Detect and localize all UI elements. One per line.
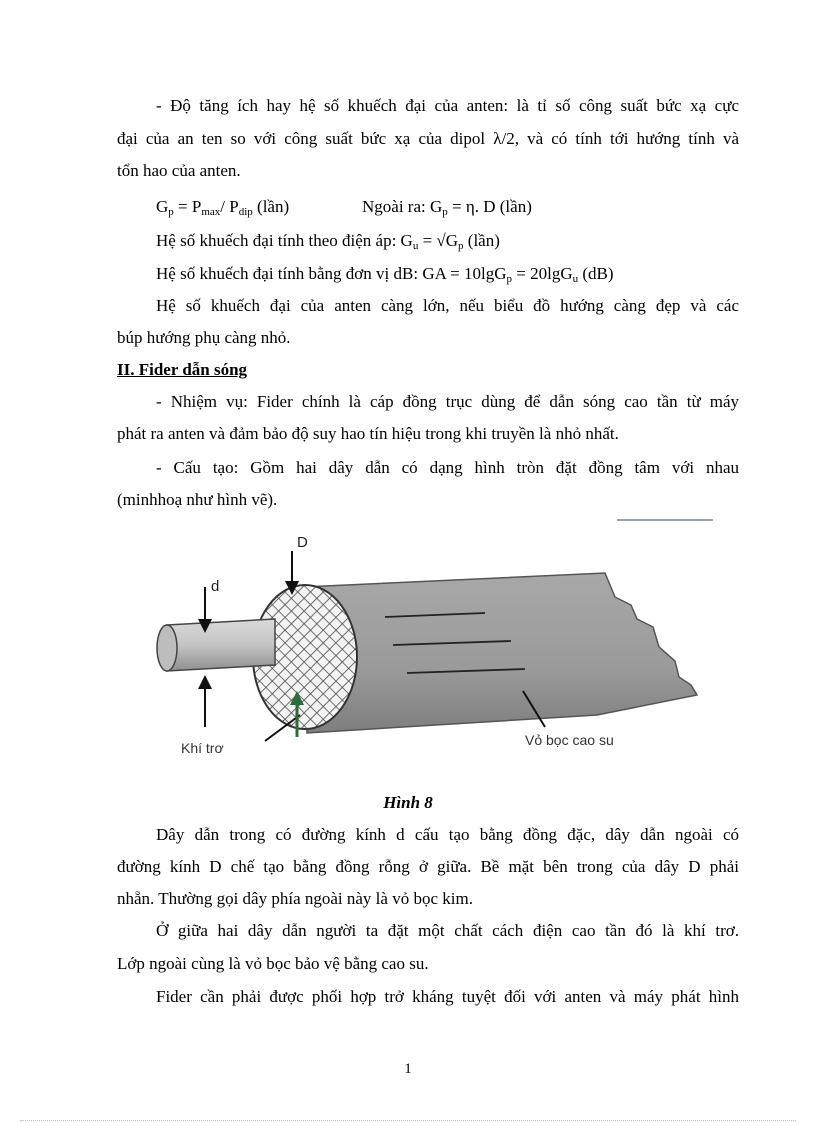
- page-border: [20, 1120, 796, 1121]
- ga-sub-p: p: [506, 273, 513, 285]
- gp-sub-p: p: [168, 206, 174, 218]
- gu-mid: = √G: [418, 231, 459, 250]
- gu-unit: (lần): [463, 231, 500, 250]
- coaxial-cable-drawing: [145, 515, 715, 775]
- para1-line2: đại của an ten so với công suất bức xạ của dipol λ/2, và có tính tới hướng tính và: [117, 129, 739, 148]
- para3-line3: nhẵn. Thường gọi dây phía ngoài này là vỏ bọc kim.: [117, 889, 473, 908]
- para5-line1: Fider cần phải được phối hợp trở kháng tuyệt đối với anten và máy phát hình: [156, 987, 739, 1006]
- label-gas: Khí trơ: [181, 740, 224, 756]
- gp-sub-dip: dip: [238, 206, 253, 218]
- gp2-rest: = η. D (lần): [447, 197, 532, 216]
- formula-gp2: [362, 196, 662, 218]
- gu-prefix: Hệ số khuếch đại tính theo điện áp: G: [156, 231, 413, 250]
- inner-conductor: [167, 619, 275, 671]
- structure-line2: (minhhoạ như hình vẽ).: [117, 490, 278, 509]
- gu-sub-p: p: [458, 240, 464, 252]
- para3-line1: Dây dẫn trong có đường kính d cấu tạo bằng đồng đặc, dây dẫn ngoài có: [156, 825, 739, 844]
- para2-line2: búp hướng phụ càng nhỏ.: [117, 328, 291, 347]
- formula-ga: [156, 263, 739, 285]
- ga-unit: (dB): [578, 264, 614, 283]
- para4-line1: Ở giữa hai dây dẫn người ta đặt một chất cách điện cao tần đó là khí trơ.: [156, 921, 739, 940]
- para2-line1: Hệ số khuếch đại của anten càng lớn, nếu biểu đồ hướng càng đẹp và các: [156, 296, 739, 315]
- ga-mid: = 20lgG: [512, 264, 573, 283]
- gu-sub-u: u: [412, 240, 419, 252]
- para3-line2: đường kính D chế tạo bằng đồng rỗng ở giữa. Bề mặt bên trong của dây D phải: [117, 857, 739, 876]
- structure-line1: - Cấu tạo: Gồm hai dây dẫn có dạng hình tròn đặt đồng tâm với nhau: [156, 458, 739, 477]
- ga-prefix: Hệ số khuếch đại tính bằng đơn vị dB: GA = 10lgG: [156, 264, 507, 283]
- gp-sub-max: max: [201, 206, 221, 218]
- para1-line3: tổn hao của anten.: [117, 161, 241, 180]
- label-jacket: Vỏ bọc cao su: [525, 732, 614, 748]
- task-line2: phát ra anten và đảm bảo độ suy hao tín hiệu trong khi truyền là nhỏ nhất.: [117, 424, 619, 443]
- gp-eq: = P: [173, 197, 202, 216]
- gp-g: G: [156, 197, 169, 216]
- figure-caption: Hình 8: [383, 793, 433, 812]
- para4-line2: Lớp ngoài cùng là vỏ bọc bảo vệ bằng cao su.: [117, 954, 429, 973]
- coaxial-cable-figure: [145, 515, 715, 775]
- gp2-sub: p: [442, 206, 448, 218]
- gp-unit: (lần): [252, 197, 290, 216]
- para1-line1: - Độ tăng ích hay hệ số khuếch đại của anten: là tỉ số công suất bức xạ cực: [156, 96, 739, 115]
- gp2-prefix: Ngoài ra: G: [362, 197, 443, 216]
- label-D: D: [297, 534, 308, 551]
- page-number: 1: [404, 1061, 412, 1077]
- ga-sub-u: u: [572, 273, 579, 285]
- formula-gu: [156, 230, 739, 252]
- gp-slash: / P: [220, 197, 239, 216]
- label-d: d: [211, 578, 220, 595]
- section-heading: II. Fider dẫn sóng: [117, 360, 248, 379]
- task-line1: - Nhiệm vụ: Fider chính là cáp đồng trục dùng để dẫn sóng cao tần từ máy: [156, 392, 739, 411]
